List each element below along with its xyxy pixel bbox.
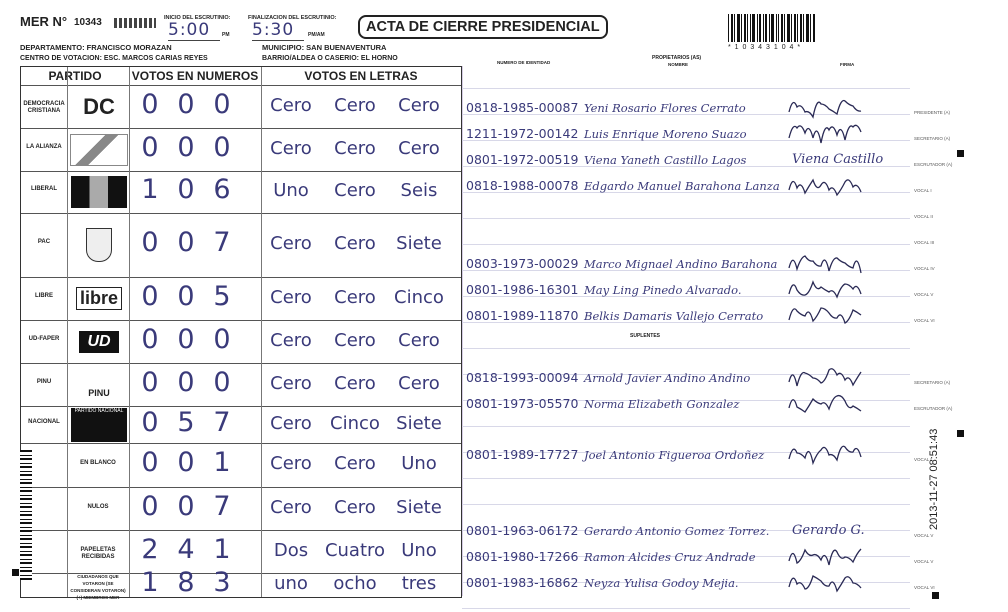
row-divider bbox=[21, 277, 461, 278]
member-name: Viena Yaneth Castillo Lagos bbox=[584, 153, 747, 167]
vote-digit: 0 bbox=[177, 227, 195, 258]
vote-word: Cero bbox=[270, 94, 312, 116]
vote-word: Cero bbox=[398, 137, 440, 159]
member-name: Arnold Javier Andino Andino bbox=[584, 371, 751, 385]
vote-word: Cero bbox=[334, 286, 376, 308]
member-role: SECRETARIO (A) bbox=[914, 136, 951, 141]
member-name: May Ling Pinedo Alvarado. bbox=[584, 283, 742, 297]
extra-row-label: PAPELETAS RECIBIDAS bbox=[80, 546, 116, 560]
vote-word: Cero bbox=[334, 137, 376, 159]
party-logo bbox=[69, 175, 129, 209]
member-role: VOCAL II bbox=[914, 214, 933, 219]
member-role: VOCAL VI bbox=[914, 585, 935, 590]
member-id: 0801-1972-00519 bbox=[466, 152, 579, 167]
member-role: ESCRUTADOR (A) bbox=[914, 162, 953, 167]
party-logo-text: PARTIDO NACIONAL bbox=[71, 408, 127, 442]
col-firma: FIRMA bbox=[840, 62, 855, 67]
party-name: NACIONAL bbox=[28, 418, 60, 425]
party-name: DEMOCRACIA CRISTIANA bbox=[23, 100, 65, 114]
form-line bbox=[462, 504, 910, 505]
vote-digit: 0 bbox=[141, 227, 159, 258]
vote-word: Cuatro bbox=[324, 539, 386, 561]
col-propietarios: PROPIETARIOS (AS) bbox=[652, 55, 702, 61]
vote-word: Cero bbox=[270, 412, 312, 434]
row-divider bbox=[21, 320, 461, 321]
vote-word: Cinco bbox=[330, 412, 380, 434]
vote-word: Cero bbox=[270, 496, 312, 518]
barrio: BARRIO/ALDEA O CASERIO: EL HORNO bbox=[262, 55, 398, 62]
member-id: 0801-1986-16301 bbox=[466, 282, 579, 297]
vote-word: ocho bbox=[333, 573, 377, 594]
vote-digit: 0 bbox=[141, 406, 159, 438]
party-logo bbox=[69, 325, 129, 359]
member-name: Edgardo Manuel Barahona Lanza bbox=[584, 179, 780, 193]
signature-icon bbox=[785, 94, 865, 120]
vote-word: Cero bbox=[270, 286, 312, 308]
row-divider bbox=[21, 85, 461, 86]
member-id: 0803-1973-00029 bbox=[466, 256, 579, 271]
corner-mark bbox=[957, 150, 964, 157]
row-divider bbox=[21, 487, 461, 488]
party-logo bbox=[69, 228, 129, 262]
party-emblem-icon bbox=[71, 176, 127, 208]
vote-digit: 3 bbox=[213, 567, 231, 598]
member-signature: Viena Castillo bbox=[792, 152, 884, 167]
member-signature: Gerardo G. bbox=[792, 523, 865, 538]
member-id: 0818-1993-00094 bbox=[466, 370, 579, 385]
vote-digit: 5 bbox=[213, 280, 231, 312]
party-name: PINU bbox=[36, 378, 52, 385]
inicio-time: 5:00 bbox=[168, 20, 220, 41]
party-logo-text: UD bbox=[79, 331, 118, 353]
member-name: Ramon Alcides Cruz Andrade bbox=[584, 550, 756, 564]
member-id: 0801-1973-05570 bbox=[466, 396, 579, 411]
member-role: VOCAL VI bbox=[914, 318, 935, 323]
member-name: Joel Antonio Figueroa Ordoñez bbox=[584, 448, 765, 462]
party-name: LIBRE bbox=[35, 292, 53, 299]
corner-mark bbox=[932, 592, 939, 599]
vote-digit: 0 bbox=[213, 88, 231, 120]
vote-word: Cero bbox=[334, 453, 376, 474]
vote-digit: 1 bbox=[141, 174, 159, 205]
vote-digit: 7 bbox=[213, 406, 231, 438]
municipio: MUNICIPIO: SAN BUENAVENTURA bbox=[262, 43, 387, 52]
vote-digit: 0 bbox=[141, 366, 159, 398]
vote-digit: 0 bbox=[177, 88, 195, 120]
row-divider bbox=[21, 213, 461, 214]
vote-word: Cero bbox=[334, 180, 376, 201]
form-line bbox=[462, 244, 910, 245]
vote-digit: 0 bbox=[141, 131, 159, 163]
member-id: 0801-1989-17727 bbox=[466, 447, 579, 462]
left-barcode bbox=[20, 450, 32, 580]
vote-digit: 7 bbox=[213, 490, 231, 522]
vote-digit: 0 bbox=[177, 131, 195, 163]
vote-digit: 6 bbox=[213, 174, 231, 205]
member-id: 0801-1989-11870 bbox=[466, 308, 579, 323]
vote-digit: 0 bbox=[213, 366, 231, 398]
form-line bbox=[462, 88, 910, 89]
corner-mark bbox=[12, 569, 19, 576]
signature-icon bbox=[785, 250, 865, 276]
vote-word: Cero bbox=[270, 329, 312, 351]
col-divider bbox=[129, 67, 130, 597]
vote-word: Cero bbox=[270, 372, 312, 394]
fin-label: FINALIZACION DEL ESCRUTINIO: bbox=[248, 15, 337, 21]
extra-row-label: NULOS bbox=[87, 503, 109, 510]
member-role: VOCAL III bbox=[914, 240, 935, 245]
vote-word: Cero bbox=[270, 233, 312, 254]
form-line bbox=[462, 426, 910, 427]
member-role: SECRETARIO (A) bbox=[914, 380, 951, 385]
signature-icon bbox=[785, 543, 865, 569]
vote-digit: 0 bbox=[177, 323, 195, 355]
vote-digit: 0 bbox=[213, 323, 231, 355]
row-divider bbox=[21, 443, 461, 444]
vote-digit: 0 bbox=[141, 447, 159, 478]
vote-digit: 0 bbox=[141, 490, 159, 522]
vote-digit: 1 bbox=[141, 567, 159, 598]
form-line bbox=[462, 478, 910, 479]
vote-digit: 1 bbox=[213, 447, 231, 478]
party-emblem-icon bbox=[70, 134, 128, 166]
member-name: Luis Enrique Moreno Suazo bbox=[584, 127, 747, 141]
member-id: 0818-1988-00078 bbox=[466, 178, 579, 193]
vote-word: Cero bbox=[334, 233, 376, 254]
departamento: DEPARTAMENTO: FRANCISCO MORAZAN bbox=[20, 43, 172, 52]
signature-icon bbox=[785, 276, 865, 302]
fin-time: 5:30 bbox=[252, 20, 304, 41]
vote-digit: 8 bbox=[177, 567, 195, 598]
vote-digit: 0 bbox=[141, 323, 159, 355]
member-name: Gerardo Antonio Gomez Torrez. bbox=[584, 524, 770, 538]
signature-icon bbox=[785, 172, 865, 198]
row-divider bbox=[21, 530, 461, 531]
party-logo bbox=[69, 282, 129, 316]
member-role: VOCAL V bbox=[914, 559, 934, 564]
vote-word: Siete bbox=[396, 496, 442, 518]
mer-label: MER N° bbox=[20, 14, 68, 29]
member-role: VOCAL I bbox=[914, 457, 932, 462]
member-id: 0818-1985-00087 bbox=[466, 100, 579, 115]
member-name: Yeni Rosario Flores Cerrato bbox=[584, 101, 746, 115]
member-id: 0801-1980-17266 bbox=[466, 549, 579, 564]
barcode bbox=[728, 14, 824, 42]
vote-word: Dos bbox=[273, 539, 309, 561]
member-role: VOCAL V bbox=[914, 533, 934, 538]
vote-word: Cero bbox=[398, 94, 440, 116]
vote-digit: 0 bbox=[141, 280, 159, 312]
extra-row-label: EN BLANCO bbox=[80, 460, 116, 466]
vote-word: Cero bbox=[270, 137, 312, 159]
col-partido: PARTIDO bbox=[48, 69, 102, 83]
vote-word: Cero bbox=[334, 329, 376, 351]
form-line bbox=[462, 218, 910, 219]
vote-digit: 5 bbox=[177, 406, 195, 438]
party-name: PAC bbox=[37, 239, 51, 245]
vote-word: Cero bbox=[334, 94, 376, 116]
vote-digit: 7 bbox=[213, 227, 231, 258]
barcode-text: * 1 0 3 4 3 1 0 4 * bbox=[728, 44, 802, 51]
fin-suffix: PM/AM bbox=[308, 32, 325, 38]
vote-digit: 0 bbox=[177, 447, 195, 478]
vote-digit: 0 bbox=[177, 366, 195, 398]
party-name: LA ALIANZA bbox=[26, 143, 62, 150]
member-name: Norma Elizabeth Gonzalez bbox=[584, 397, 740, 411]
row-divider bbox=[21, 128, 461, 129]
member-role: VOCAL V bbox=[914, 292, 934, 297]
col-votos-letras: VOTOS EN LETRAS bbox=[304, 69, 418, 83]
vote-word: Uno bbox=[401, 453, 437, 474]
signature-icon bbox=[785, 364, 865, 390]
member-name: Belkis Damaris Vallejo Cerrato bbox=[584, 309, 764, 323]
member-role: VOCAL IV bbox=[914, 266, 935, 271]
member-name: Marco Mignael Andino Barahona bbox=[584, 257, 778, 271]
form-line bbox=[462, 348, 910, 349]
member-role: ESCRUTADOR (A) bbox=[914, 406, 953, 411]
member-role: PRESIDENTE (A) bbox=[914, 110, 951, 115]
party-emblem-icon bbox=[86, 228, 112, 262]
vote-word: Cinco bbox=[394, 286, 444, 308]
member-id: 0801-1963-06172 bbox=[466, 523, 579, 538]
col-identidad: NUMERO DE IDENTIDAD bbox=[497, 60, 551, 65]
signature-icon bbox=[785, 569, 865, 595]
party-name: UD-FAPER bbox=[28, 335, 60, 342]
centro-votacion: CENTRO DE VOTACION: ESC. MARCOS CARIAS REYES bbox=[20, 55, 208, 62]
vote-word: Uno bbox=[401, 539, 437, 561]
cne-logo bbox=[114, 18, 156, 28]
document-title: ACTA DE CIERRE PRESIDENCIAL bbox=[358, 15, 608, 39]
form-line bbox=[462, 608, 910, 609]
vote-digit: 1 bbox=[213, 533, 231, 565]
suplentes-label: SUPLENTES bbox=[630, 333, 661, 339]
vote-word: Cero bbox=[398, 372, 440, 394]
vote-digit: 4 bbox=[177, 533, 195, 565]
col-nombre: NOMBRE bbox=[668, 62, 688, 67]
vote-word: Siete bbox=[396, 233, 442, 254]
vote-digit: 2 bbox=[141, 533, 159, 565]
party-logo bbox=[69, 368, 129, 402]
vote-word: Cero bbox=[334, 372, 376, 394]
party-logo bbox=[69, 133, 129, 167]
timestamp: 2013-11-27 08:51:43 bbox=[928, 428, 940, 530]
party-logo-text: DC bbox=[83, 93, 115, 119]
party-logo-text: PINU bbox=[88, 387, 110, 398]
votes-table bbox=[20, 66, 462, 598]
vote-word: Cero bbox=[398, 329, 440, 351]
party-name: LIBERAL bbox=[31, 186, 57, 192]
vote-word: Cero bbox=[334, 496, 376, 518]
extra-row-label: CIUDADANOS QUE VOTARON (SE CONSIDERAN VOTARON) (+) MIEMBROS MER bbox=[70, 574, 126, 600]
corner-mark bbox=[957, 430, 964, 437]
signature-icon bbox=[785, 302, 865, 328]
vote-word: tres bbox=[401, 573, 437, 594]
member-id: 1211-1972-00142 bbox=[466, 126, 579, 141]
vote-word: Seis bbox=[400, 180, 438, 201]
signature-icon bbox=[785, 390, 865, 416]
member-id: 0801-1983-16862 bbox=[466, 575, 579, 590]
mer-number: 10343 bbox=[74, 17, 102, 28]
vote-digit: 0 bbox=[177, 280, 195, 312]
party-logo bbox=[69, 90, 129, 124]
vote-word: uno bbox=[274, 573, 308, 594]
row-divider bbox=[21, 171, 461, 172]
vote-digit: 0 bbox=[213, 131, 231, 163]
col-votos-numeros: VOTOS EN NUMEROS bbox=[131, 69, 259, 83]
party-logo bbox=[69, 408, 129, 442]
signature-icon bbox=[785, 441, 865, 467]
member-name: Neyza Yulisa Godoy Mejia. bbox=[584, 576, 739, 590]
signature-icon bbox=[785, 120, 865, 146]
inicio-label: INICIO DEL ESCRUTINIO: bbox=[164, 15, 231, 21]
member-role: VOCAL I bbox=[914, 188, 932, 193]
vote-word: Siete bbox=[396, 412, 442, 434]
row-divider bbox=[21, 363, 461, 364]
party-logo-text: libre bbox=[76, 287, 122, 310]
vote-digit: 0 bbox=[141, 88, 159, 120]
inicio-suffix: PM bbox=[222, 32, 230, 38]
col-divider bbox=[67, 67, 68, 597]
vote-word: Uno bbox=[273, 180, 309, 201]
vote-digit: 0 bbox=[177, 174, 195, 205]
vote-digit: 0 bbox=[177, 490, 195, 522]
vote-word: Cero bbox=[270, 453, 312, 474]
